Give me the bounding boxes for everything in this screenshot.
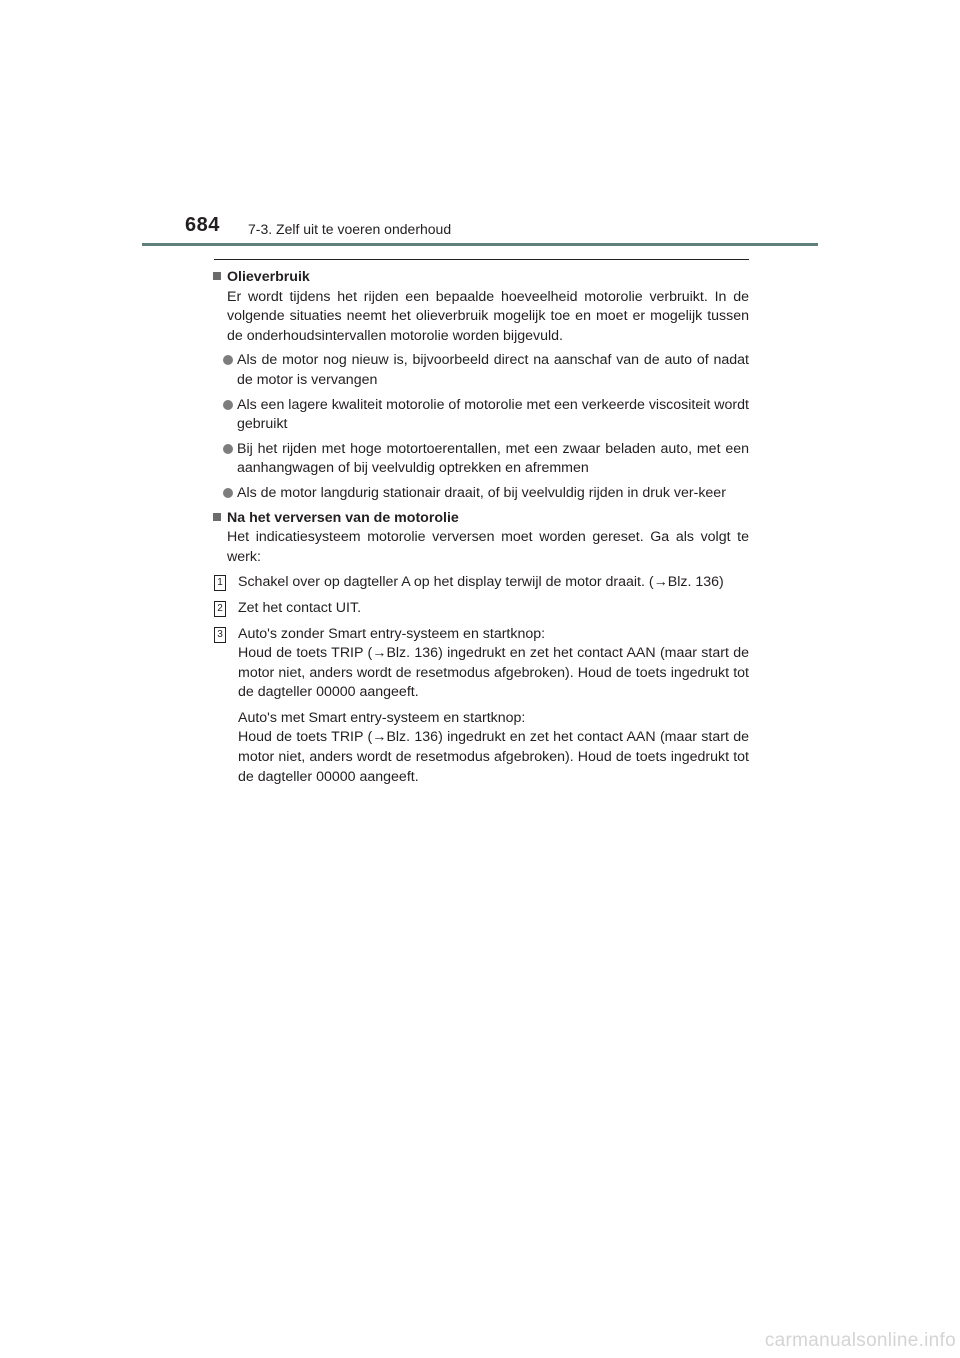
list-item xyxy=(223,440,749,479)
square-bullet-icon xyxy=(213,513,221,521)
oil-change-heading xyxy=(211,509,749,529)
page-number: 684 xyxy=(185,214,220,236)
page-content xyxy=(211,268,749,787)
step-item xyxy=(214,573,749,593)
step-text: Zet het contact UIT. xyxy=(238,599,362,616)
content-rule xyxy=(214,259,749,260)
bullet-text: Als de motor nog nieuw is, bijvoorbeeld direct na aanschaf van de auto of nadat de motor is vervangen xyxy=(237,352,749,388)
heading-text: Na het verversen van de motorolie xyxy=(227,509,459,526)
circle-bullet-icon xyxy=(223,355,233,365)
oil-consumption-intro: Er wordt tijdens het rijden een bepaalde hoeveelheid motorolie verbruikt. In de volgende situaties neemt het olieverbruik mogelijk toe en moet er mogelijk tussen de onderhoudsintervallen motorolie worden bijgevuld. xyxy=(227,288,749,344)
step-item xyxy=(214,625,749,703)
list-item xyxy=(223,396,749,435)
circle-bullet-icon xyxy=(223,400,233,410)
step-number-badge: 1 xyxy=(214,575,226,591)
circle-bullet-icon xyxy=(223,488,233,498)
bullet-text: Als de motor langdurig stationair draait, of bij veelvuldig rijden in druk ver-keer xyxy=(237,484,726,501)
section-title: 7-3. Zelf uit te voeren onderhoud xyxy=(248,221,452,237)
step-item xyxy=(214,599,749,619)
square-bullet-icon xyxy=(213,272,221,280)
list-item xyxy=(223,484,749,504)
bullet-text: Bij het rijden met hoge motortoerentallen, met een zwaar beladen auto, met een aanhangwagen of bij veelvuldig optrekken en afremmen xyxy=(237,440,749,477)
list-item xyxy=(223,351,749,390)
step-3-smart-entry-text: Auto's met Smart entry-systeem en startknop: Houd de toets TRIP (→Blz. 136) ingedrukt en zet het contact AAN (maar start de motor niet, anders wordt de resetmodus afgebroken). Houd de toets ingedrukt tot de dagteller 00000 aangeeft. xyxy=(238,709,749,785)
step-number-badge: 3 xyxy=(214,627,226,643)
step-text: Auto's zonder Smart entry-systeem en startknop: Houd de toets TRIP (→Blz. 136) ingedrukt en zet het contact AAN (maar start de motor niet, anders wordt de resetmodus afgebroken). Houd de toets ingedrukt tot de dagteller 00000 aangeeft. xyxy=(238,625,749,701)
header-rule xyxy=(142,243,818,246)
step-text: Schakel over op dagteller A op het display terwijl de motor draait. (→Blz. 136) xyxy=(238,574,724,591)
oil-change-intro: Het indicatiesysteem motorolie verversen moet worden gereset. Ga als volgt te werk: xyxy=(227,529,749,565)
oil-consumption-heading xyxy=(211,268,749,288)
watermark: carmanualsonline.info xyxy=(764,1330,956,1351)
circle-bullet-icon xyxy=(223,444,233,454)
bullet-text: Als een lagere kwaliteit motorolie of motorolie met een verkeerde viscositeit wordt gebruikt xyxy=(237,396,749,433)
step-number-badge: 2 xyxy=(214,601,226,617)
heading-text: Olieverbruik xyxy=(227,269,310,285)
